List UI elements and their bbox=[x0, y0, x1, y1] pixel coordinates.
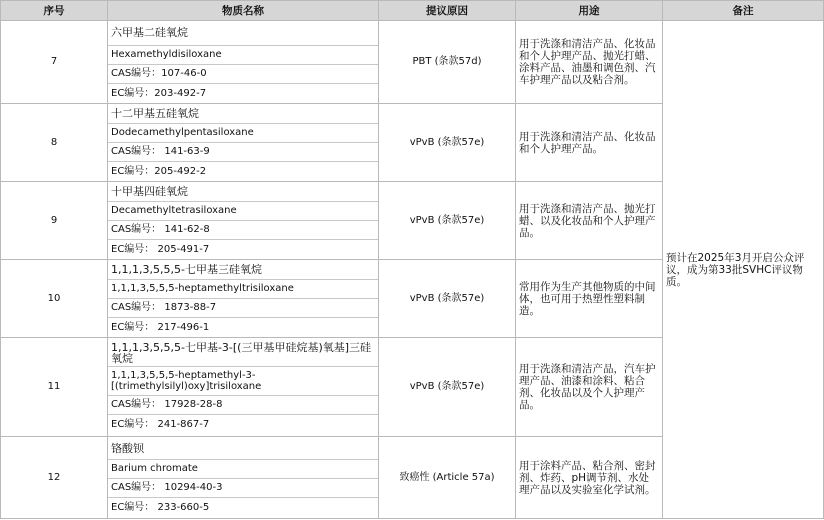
use-text: 用于洗涤和清洁产品、抛光打蜡、以及化妆品和个人护理产品。 bbox=[519, 202, 656, 239]
row-seq: 12 bbox=[1, 437, 108, 519]
row-use bbox=[516, 260, 663, 338]
header-reason: 提议原因 bbox=[379, 1, 516, 21]
use-text: 用于洗涤和清洁产品，汽车护理产品、油漆和涂料、粘合剂、化妆品以及个人护理产品。 bbox=[519, 363, 656, 411]
substance-cas: CAS编号： 10294-40-3 bbox=[108, 479, 378, 498]
row-use bbox=[516, 104, 663, 182]
note-cell: 预计在2025年3月开启公众评议，成为第33批SVHC评议物质。 bbox=[663, 21, 824, 519]
substance-cn-name: 1,1,1,3,5,5,5-七甲基三硅氧烷 bbox=[108, 260, 378, 280]
substance-ec: EC编号： 233-660-5 bbox=[111, 501, 210, 513]
row-seq: 9 bbox=[1, 182, 108, 260]
row-reason: 致癌性 (Article 57a) bbox=[379, 437, 516, 519]
use-text: 用于涂料产品、粘合剂、密封剂、炸药、pH调节剂、水处理产品以及实验室化学试剂。 bbox=[519, 459, 656, 496]
substance-ec: EC编号： 205-491-7 bbox=[111, 243, 210, 255]
row-substance-name bbox=[108, 437, 379, 519]
substance-ec: EC编号：203-492-7 bbox=[111, 87, 207, 99]
substance-en-name: 1,1,1,3,5,5,5-heptamethyltrisiloxane bbox=[108, 280, 378, 299]
substance-cn-name: 1,1,1,3,5,5,5-七甲基-3-[(三甲基甲硅烷基)氧基]三硅氧烷 bbox=[108, 339, 378, 367]
row-use bbox=[516, 338, 663, 437]
row-use bbox=[516, 437, 663, 519]
row-substance-name bbox=[108, 182, 379, 260]
substance-cn-name: 六甲基二硅氧烷 bbox=[108, 21, 378, 46]
substance-cas: CAS编号： 1873-88-7 bbox=[108, 299, 378, 318]
row-seq: 10 bbox=[1, 260, 108, 338]
header-use: 用途 bbox=[516, 1, 663, 21]
header-name: 物质名称 bbox=[108, 1, 379, 21]
substance-en-name: 1,1,1,3,5,5,5-heptamethyl-3-[(trimethylsilyl)oxy]trisiloxane bbox=[108, 367, 378, 396]
substance-cn-name: 铬酸钡 bbox=[108, 438, 378, 460]
header-seq: 序号 bbox=[1, 1, 108, 21]
substance-en-name: Dodecamethylpentasiloxane bbox=[108, 124, 378, 143]
row-use bbox=[516, 182, 663, 260]
substance-cn-name: 十二甲基五硅氧烷 bbox=[108, 104, 378, 124]
substance-cas: CAS编号： 141-62-8 bbox=[108, 221, 378, 240]
row-substance-name bbox=[108, 104, 379, 182]
substance-cas: CAS编号： 17928-28-8 bbox=[108, 396, 378, 415]
row-reason: vPvB (条款57e) bbox=[379, 182, 516, 260]
substance-cn-name: 十甲基四硅氧烷 bbox=[108, 182, 378, 202]
row-reason: PBT (条款57d) bbox=[379, 21, 516, 104]
table-row bbox=[1, 21, 824, 104]
use-text: 常用作为生产其他物质的中间体，也可用于热塑性塑料制造。 bbox=[519, 280, 656, 317]
substance-ec: EC编号： 217-496-1 bbox=[111, 321, 210, 333]
header-note: 备注 bbox=[663, 1, 824, 21]
row-seq: 11 bbox=[1, 338, 108, 437]
row-substance-name bbox=[108, 338, 379, 437]
row-reason: vPvB (条款57e) bbox=[379, 104, 516, 182]
substance-en-name: Barium chromate bbox=[108, 460, 378, 479]
substance-ec: EC编号： 241-867-7 bbox=[111, 419, 210, 430]
substance-en-name: Hexamethyldisiloxane bbox=[108, 46, 378, 65]
substance-ec: EC编号：205-492-2 bbox=[111, 165, 207, 177]
row-seq: 7 bbox=[1, 21, 108, 104]
row-seq: 8 bbox=[1, 104, 108, 182]
substance-cas: CAS编号：107-46-0 bbox=[108, 65, 378, 84]
substance-en-name: Decamethyltetrasiloxane bbox=[108, 202, 378, 221]
table-header-row bbox=[1, 1, 824, 21]
row-substance-name bbox=[108, 21, 379, 104]
row-reason: vPvB (条款57e) bbox=[379, 260, 516, 338]
row-substance-name bbox=[108, 260, 379, 338]
use-text: 用于洗涤和清洁产品、化妆品和个人护理产品、抛光打蜡、涂料产品、油墨和调色剂、汽车护理产品以及粘合剂。 bbox=[519, 38, 656, 86]
substance-cas: CAS编号： 141-63-9 bbox=[108, 143, 378, 162]
row-reason: vPvB (条款57e) bbox=[379, 338, 516, 437]
use-text: 用于洗涤和清洁产品、化妆品和个人护理产品。 bbox=[519, 130, 656, 155]
row-use bbox=[516, 21, 663, 104]
